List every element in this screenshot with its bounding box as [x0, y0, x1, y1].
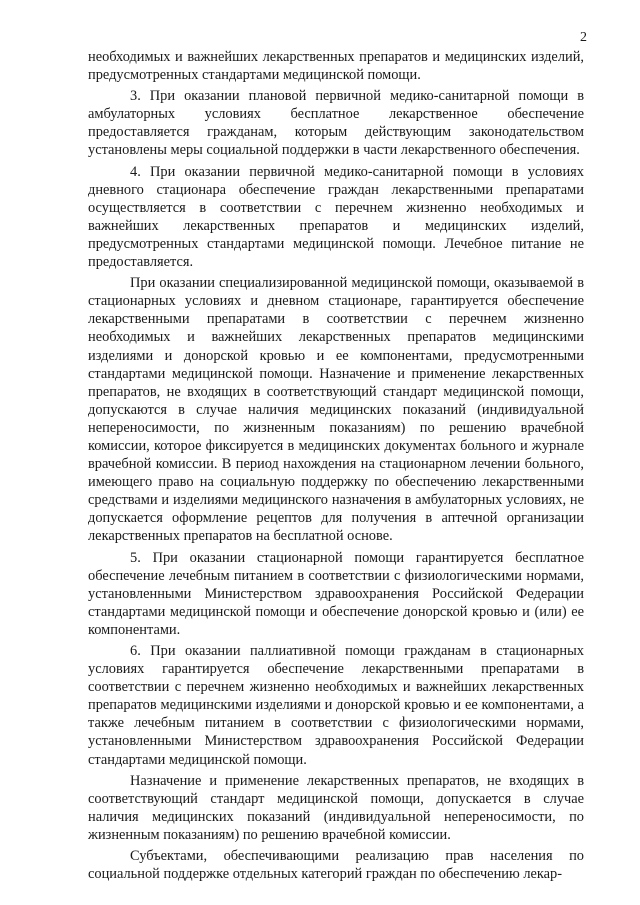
paragraph-subjects: Субъектами, обеспечивающими реализацию прав населения по социальной поддержке отдельных категорий граждан по обеспечению лекар-	[88, 848, 584, 883]
paragraph-continuation: необходимых и важнейших лекарственных препаратов и медицинских изделий, предусмотренных стандартами медицинской помощи.	[88, 49, 584, 84]
paragraph-prescription: Назначение и применение лекарственных препаратов, не входящих в соответствующий стандарт медицинской помощи, допускается в случае наличия медицинских показаний (индивидуальной непереносимости, по жизненным показаниям) по решению врачебной комиссии.	[88, 772, 584, 843]
document-body	[88, 48, 584, 886]
paragraph-item-3: 3. При оказании плановой первичной медико-санитарной помощи в амбулаторных условиях бесплатное лекарственное обеспечение предоставляется гражданам, которым действующим законодательством установлены меры социальной поддержки в части лекарственного обеспечения.	[88, 88, 584, 159]
paragraph-item-5: 5. При оказании стационарной помощи гарантируется бесплатное обеспечение лечебным питанием в соответствии с физиологическими нормами, установленными Министерством здравоохранения Российской Федерации стандартами медицинской помощи и обеспечение донорской кровью и (или) ее компонентами.	[88, 549, 584, 638]
paragraph-specialized-care: При оказании специализированной медицинской помощи, оказываемой в стационарных условиях и дневном стационаре, гарантируется обеспечение лекарственными препаратами в соответствии с перечнем жизненно необходимых и важнейших лекарственных препаратов медицинскими изделиями и донорской кровью и ее компонентами, предусмотренными стандартами медицинской помощи. Назначение и применение лекарственных препаратов, не входящих в соответствующий стандарт медицинской помощи, допускаются в случае наличия медицинских показаний (индивидуальной непереносимости, по жизненным показаниям) по решению врачебной комиссии, которое фиксируется в медицинских документах больного и журнале врачебной комиссии. В период нахождения на стационарном лечении больного, имеющего право на социальную поддержку по обеспечению лекарственными средствами и изделиями медицинского назначения в амбулаторных условиях, не допускается оформление рецептов для получения в аптечной организации лекарственных препаратов на бесплатной основе.	[88, 275, 584, 545]
page-number: 2	[580, 30, 587, 45]
paragraph-item-4: 4. При оказании первичной медико-санитарной помощи в условиях дневного стационара обеспечение граждан лекарственными препаратами осуществляется в соответствии с перечнем жизненно необходимых и важнейших лекарственных препаратов и медицинских изделий, предусмотренных стандартами медицинской помощи. Лечебное питание не предоставляется.	[88, 163, 584, 271]
paragraph-item-6: 6. При оказании паллиативной помощи гражданам в стационарных условиях гарантируется обеспечение лекарственными препаратами в соответствии с перечнем жизненно необходимых и важнейших лекарственных препаратов медицинскими изделиями и донорской кровью и ее компонентами, а также лечебным питанием в соответствии с физиологическими нормами, установленными Министерством здравоохранения Российской Федерации стандартами медицинской помощи.	[88, 643, 584, 768]
